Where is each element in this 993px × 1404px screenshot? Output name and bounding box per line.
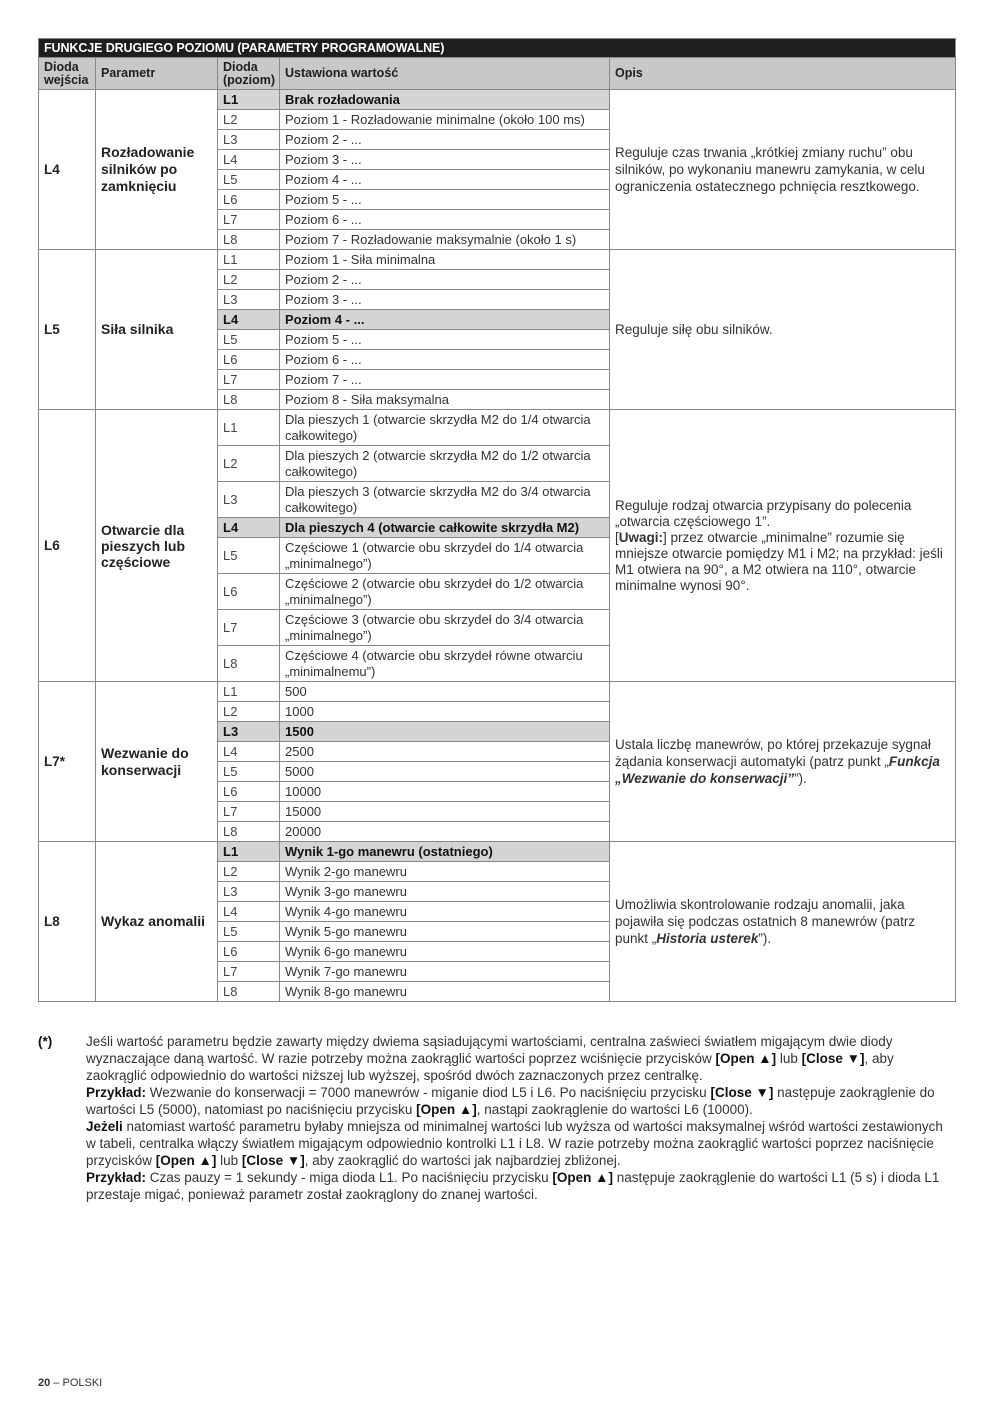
- input-led-cell: L7*: [39, 682, 96, 842]
- level-led-cell: L5: [218, 330, 280, 350]
- set-value-cell: Poziom 4 - ...: [280, 310, 610, 330]
- footnote-text: Wezwanie do konserwacji = 7000 manewrów - miganie diod L5 i L6. Po naciśnięciu przycisku: [146, 1085, 711, 1100]
- level-led-cell: L6: [218, 350, 280, 370]
- level-led-cell: L5: [218, 538, 280, 574]
- set-value-cell: Poziom 8 - Siła maksymalna: [280, 390, 610, 410]
- set-value-cell: Wynik 7-go manewru: [280, 962, 610, 982]
- set-value-cell: Częściowe 1 (otwarcie obu skrzydeł do 1/4 otwarcia „minimalnego”): [280, 538, 610, 574]
- header-parameter: Parametr: [96, 58, 218, 90]
- table-row: [39, 410, 956, 446]
- level-led-cell: L3: [218, 482, 280, 518]
- set-value-cell: Poziom 3 - ...: [280, 150, 610, 170]
- level-led-cell: L4: [218, 518, 280, 538]
- header-input-led: Dioda wejścia: [39, 58, 96, 90]
- set-value-cell: Wynik 2-go manewru: [280, 862, 610, 882]
- set-value-cell: 1500: [280, 722, 610, 742]
- set-value-cell: Częściowe 2 (otwarcie obu skrzydeł do 1/2 otwarcia „minimalnego”): [280, 574, 610, 610]
- close-button-label: [Close ▼]: [710, 1085, 774, 1100]
- table-row: [39, 250, 956, 270]
- set-value-cell: Poziom 7 - ...: [280, 370, 610, 390]
- footnote-text: Czas pauzy = 1 sekundy - miga dioda L1. Po naciśnięciu przycisku: [146, 1170, 553, 1185]
- example-label: Przykład:: [86, 1085, 147, 1100]
- level-led-cell: L3: [218, 290, 280, 310]
- header-set-value: Ustawiona wartość: [280, 58, 610, 90]
- level-led-cell: L7: [218, 610, 280, 646]
- description-cell: [610, 842, 956, 1002]
- level-led-cell: L2: [218, 110, 280, 130]
- set-value-cell: Wynik 4-go manewru: [280, 902, 610, 922]
- level-led-cell: L5: [218, 170, 280, 190]
- level-led-cell: L2: [218, 446, 280, 482]
- description-cell: [610, 410, 956, 682]
- level-led-cell: L4: [218, 742, 280, 762]
- level-led-cell: L7: [218, 370, 280, 390]
- parameter-name-cell: Wykaz anomalii: [96, 842, 218, 1002]
- set-value-cell: 5000: [280, 762, 610, 782]
- set-value-cell: Dla pieszych 2 (otwarcie skrzydła M2 do 1/2 otwarcia całkowitego): [280, 446, 610, 482]
- level-led-cell: L8: [218, 982, 280, 1002]
- level-led-cell: L1: [218, 250, 280, 270]
- description-text: ] przez otwarcie „minimalne” rozumie się mniejsze otwarcie pomiędzy M1 i M2; na przykład: jeśli M1 otwiera na 90°, a M2 otwiera na 110°, otwarcie minimalne wynosi 90°.: [615, 529, 943, 593]
- set-value-cell: Wynik 8-go manewru: [280, 982, 610, 1002]
- level-led-cell: L4: [218, 150, 280, 170]
- open-button-label: [Open ▲]: [715, 1051, 777, 1066]
- set-value-cell: 500: [280, 682, 610, 702]
- input-led-cell: L8: [39, 842, 96, 1002]
- if-label: Jeżeli: [86, 1119, 123, 1134]
- footnote-text: lub: [216, 1153, 242, 1168]
- table-row: [39, 842, 956, 862]
- description-text: ”).: [794, 771, 807, 786]
- set-value-cell: Poziom 2 - ...: [280, 270, 610, 290]
- level-led-cell: L1: [218, 682, 280, 702]
- description-reference: Funkcja „Wezwanie do konserwacji”: [615, 754, 940, 786]
- close-button-label: [Close ▼]: [241, 1153, 305, 1168]
- open-button-label: [Open ▲]: [416, 1102, 477, 1117]
- level-led-cell: L6: [218, 782, 280, 802]
- table-row: [39, 682, 956, 702]
- page-number: 20: [38, 1377, 51, 1389]
- description-cell: Reguluje czas trwania „krótkiej zmiany ruchu” obu silników, po wykonaniu manewru zamykania, w celu ograniczenia ostatecznego pchnięcia resztkowego.: [610, 90, 956, 250]
- parameter-name-cell: Wezwanie do konserwacji: [96, 682, 218, 842]
- footnote-text: , aby zaokrąglić odpowiednio do wartości niższej lub wyższej, spośród dwóch zaznaczonych przez centralkę.: [86, 1051, 894, 1083]
- footer-separator: –: [50, 1377, 63, 1389]
- page-footer: [38, 1377, 102, 1389]
- level-led-cell: L6: [218, 574, 280, 610]
- header-description: Opis: [610, 58, 956, 90]
- parameter-name-cell: Rozładowanie silników po zamknięciu: [96, 90, 218, 250]
- footnote-text: , aby zaokrąglić do wartości jak najbardziej zbliżonej.: [304, 1153, 621, 1168]
- footnote-text: natomiast wartość parametru byłaby mniejsza od minimalnej wartości lub wyższa od wartości maksymalnej wśród wartości zestawionych w tabeli, centralka włączy światłem migającym odpowiednio kontrolki L1 i L8. W razie potrzeby można zaokrąglić wartości poprzez naciśnięcie przycisków: [86, 1119, 943, 1168]
- set-value-cell: Poziom 3 - ...: [280, 290, 610, 310]
- set-value-cell: Poziom 4 - ...: [280, 170, 610, 190]
- level-led-cell: L3: [218, 130, 280, 150]
- description-cell: [610, 682, 956, 842]
- level-led-cell: L2: [218, 270, 280, 290]
- set-value-cell: Poziom 6 - ...: [280, 210, 610, 230]
- description-note-label: Uwagi:: [618, 529, 664, 545]
- level-led-cell: L2: [218, 702, 280, 722]
- footnote-marker: (*): [38, 1034, 53, 1049]
- footnote-text: Jeśli wartość parametru będzie zawarty między dwiema sąsiadującymi wartościami, centralna zaświeci światłem migającym dwie diody wyznaczające daną wartość. W razie potrzeby można zaokrąglić wartości poprzez wciśnięcie przycisków: [86, 1034, 893, 1066]
- set-value-cell: Poziom 6 - ...: [280, 350, 610, 370]
- description-cell: Reguluje siłę obu silników.: [610, 250, 956, 410]
- set-value-cell: Poziom 1 - Siła minimalna: [280, 250, 610, 270]
- set-value-cell: 15000: [280, 802, 610, 822]
- level-led-cell: L4: [218, 902, 280, 922]
- set-value-cell: Wynik 1-go manewru (ostatniego): [280, 842, 610, 862]
- footnote-example-1: [86, 1084, 955, 1118]
- set-value-cell: Dla pieszych 4 (otwarcie całkowite skrzydła M2): [280, 518, 610, 538]
- set-value-cell: Dla pieszych 3 (otwarcie skrzydła M2 do 3/4 otwarcia całkowitego): [280, 482, 610, 518]
- description-text: Ustala liczbę manewrów, po której przekazuje sygnał żądania konserwacji automatyki (patrz punkt „: [615, 737, 931, 769]
- footnote-text: lub: [776, 1051, 802, 1066]
- level-led-cell: L6: [218, 942, 280, 962]
- level-led-cell: L3: [218, 882, 280, 902]
- set-value-cell: Dla pieszych 1 (otwarcie skrzydła M2 do 1/4 otwarcia całkowitego): [280, 410, 610, 446]
- set-value-cell: Częściowe 4 (otwarcie obu skrzydeł równe otwarciu „minimalnemu”): [280, 646, 610, 682]
- table-title: FUNKCJE DRUGIEGO POZIOMU (PARAMETRY PROGRAMOWALNE): [39, 39, 956, 58]
- level-led-cell: L5: [218, 922, 280, 942]
- set-value-cell: Poziom 1 - Rozładowanie minimalne (około 100 ms): [280, 110, 610, 130]
- set-value-cell: Brak rozładowania: [280, 90, 610, 110]
- footnote-example-2: [86, 1169, 955, 1203]
- parameter-name-cell: Otwarcie dla pieszych lub częściowe: [96, 410, 218, 682]
- parameter-name-cell: Siła silnika: [96, 250, 218, 410]
- open-button-label: [Open ▲]: [155, 1153, 217, 1168]
- level-led-cell: L8: [218, 646, 280, 682]
- footnote-paragraph-2: [86, 1118, 955, 1169]
- level-led-cell: L1: [218, 410, 280, 446]
- level-led-cell: L7: [218, 802, 280, 822]
- level-led-cell: L6: [218, 190, 280, 210]
- footnote-paragraph-1: [86, 1033, 955, 1084]
- input-led-cell: L5: [39, 250, 96, 410]
- set-value-cell: Poziom 5 - ...: [280, 330, 610, 350]
- description-text: Reguluje rodzaj otwarcia przypisany do polecenia „otwarcia częściowego 1”.: [615, 497, 912, 529]
- input-led-cell: L4: [39, 90, 96, 250]
- level-led-cell: L7: [218, 962, 280, 982]
- description-text: [: [615, 529, 619, 545]
- set-value-cell: 10000: [280, 782, 610, 802]
- level-led-cell: L2: [218, 862, 280, 882]
- description-text: Umożliwia skontrolowanie rodzaju anomalii, jaka pojawiła się podczas ostatnich 8 manewrów (patrz punkt „: [615, 897, 916, 946]
- table-row: [39, 90, 956, 110]
- description-reference: Historia usterek: [656, 931, 759, 946]
- set-value-cell: Wynik 3-go manewru: [280, 882, 610, 902]
- footer-language: POLSKI: [62, 1377, 103, 1389]
- set-value-cell: Poziom 5 - ...: [280, 190, 610, 210]
- level-led-cell: L8: [218, 390, 280, 410]
- level-led-cell: L8: [218, 230, 280, 250]
- example-label: Przykład:: [86, 1170, 147, 1185]
- footnote-text: , nastąpi zaokrąglenie do wartości L6 (10000).: [476, 1102, 753, 1117]
- set-value-cell: 2500: [280, 742, 610, 762]
- footnote-text: następuje zaokrąglenie do wartości L5 (5000), natomiast po naciśnięciu przycisku: [86, 1085, 935, 1117]
- set-value-cell: Wynik 5-go manewru: [280, 922, 610, 942]
- level-led-cell: L3: [218, 722, 280, 742]
- set-value-cell: Częściowe 3 (otwarcie obu skrzydeł do 3/4 otwarcia „minimalnego”): [280, 610, 610, 646]
- set-value-cell: Poziom 2 - ...: [280, 130, 610, 150]
- level-led-cell: L8: [218, 822, 280, 842]
- level-led-cell: L7: [218, 210, 280, 230]
- footnote-text: następuje zaokrąglenie do wartości L1 (5 s) i dioda L1 przestaje migać, ponieważ parametr został zaokrąglony do znanej wartości.: [86, 1170, 940, 1202]
- level-led-cell: L1: [218, 90, 280, 110]
- set-value-cell: Poziom 7 - Rozładowanie maksymalnie (około 1 s): [280, 230, 610, 250]
- set-value-cell: 20000: [280, 822, 610, 842]
- input-led-cell: L6: [39, 410, 96, 682]
- level-led-cell: L1: [218, 842, 280, 862]
- level-led-cell: L5: [218, 762, 280, 782]
- open-button-label: [Open ▲]: [552, 1170, 613, 1185]
- footnote: [38, 1033, 955, 1203]
- parameters-table: [38, 38, 956, 1002]
- description-text: ”).: [758, 931, 772, 946]
- set-value-cell: 1000: [280, 702, 610, 722]
- header-level-led: Dioda (poziom): [218, 58, 280, 90]
- level-led-cell: L4: [218, 310, 280, 330]
- set-value-cell: Wynik 6-go manewru: [280, 942, 610, 962]
- close-button-label: [Close ▼]: [801, 1051, 865, 1066]
